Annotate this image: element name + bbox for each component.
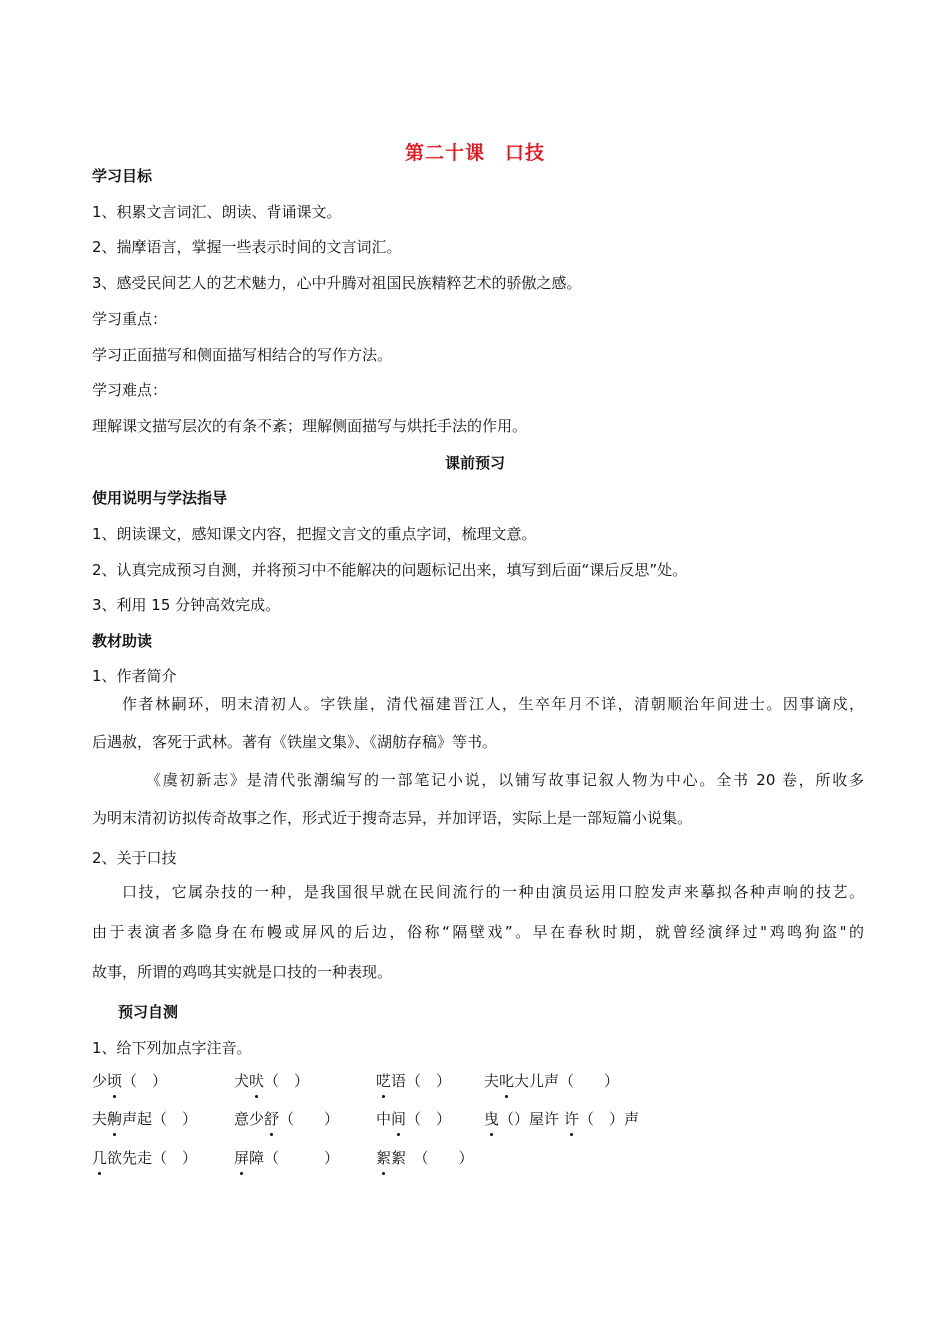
pinyin-item: 意少舒（ ） xyxy=(234,1110,340,1128)
goals-heading: 学习目标 xyxy=(92,167,153,185)
goal-item-3: 3、感受民间艺人的艺术魅力，心中升腾对祖国民族精粹艺术的骄傲之感。 xyxy=(92,274,582,292)
pinyin-item: 许（ ）声 xyxy=(564,1110,640,1128)
kouji-line-3: 故事，所谓的鸡鸣其实就是口技的一种表现。 xyxy=(92,963,393,981)
kouji-paragraph xyxy=(92,882,864,982)
pinyin-item: 絮絮 （ ） xyxy=(376,1149,474,1167)
pinyin-item: 屏障（ ） xyxy=(234,1149,340,1167)
key-point-label: 学习重点： xyxy=(92,310,168,328)
goal-item-1: 1、积累文言词汇、朗读、背诵课文。 xyxy=(92,203,342,221)
pinyin-item: 犬吠（ ） xyxy=(234,1072,310,1090)
pinyin-row-3 xyxy=(92,1148,474,1248)
author-line-2: 后遇赦，客死于武林。著有《铁崖文集》、《湖舫存稿》等书。 xyxy=(92,733,498,751)
kouji-heading: 2、关于口技 xyxy=(92,849,177,867)
kouji-line-2: 由于表演者多隐身在布幔或屏风的后边，俗称“隔壁戏”。早在春秋时期，就曾经演绎过"鸡鸣狗盗"的 xyxy=(92,923,864,941)
usage-item-3: 3、利用 15 分钟高效完成。 xyxy=(92,596,281,614)
pinyin-item: 夫齁声起（ ） xyxy=(92,1110,198,1128)
difficulty-label: 学习难点： xyxy=(92,381,168,399)
key-point-text: 学习正面描写和侧面描写相结合的写作方法。 xyxy=(92,346,393,364)
preview-heading: 课前预习 xyxy=(444,454,505,472)
pinyin-item: 曳（）屋许 xyxy=(484,1110,560,1128)
pinyin-item: 中间（ ） xyxy=(376,1110,452,1128)
usage-item-2: 2、认真完成预习自测，并将预习中不能解决的问题标记出来，填写到后面“课后反思”处。 xyxy=(92,561,688,579)
pinyin-item: 少顷（ ） xyxy=(92,1072,168,1090)
self-test-question-1: 1、给下列加点字注音。 xyxy=(92,1039,252,1057)
author-paragraph xyxy=(92,694,864,752)
book-line-1: 《虞初新志》是清代张潮编写的一部笔记小说，以铺写故事记叙人物为中心。全书 20 卷，所收多 xyxy=(146,771,864,789)
kouji-line-1: 口技，它属杂技的一种，是我国很早就在民间流行的一种由演员运用口腔发声来摹拟各种声响的技艺。 xyxy=(122,883,864,901)
materials-heading: 教材助读 xyxy=(92,632,153,650)
author-line-1: 作者林嗣环，明末清初人。字铁崖，清代福建晋江人，生卒年月不详，清朝顺治年间进士。因事谪戍， xyxy=(122,695,864,713)
pinyin-item: 几欲先走（ ） xyxy=(92,1149,198,1167)
author-heading: 1、作者简介 xyxy=(92,667,177,685)
self-test-heading: 预习自测 xyxy=(118,1003,179,1021)
usage-heading: 使用说明与学法指导 xyxy=(92,489,228,507)
goal-item-2: 2、揣摩语言，掌握一些表示时间的文言词汇。 xyxy=(92,238,402,256)
book-paragraph xyxy=(92,770,864,828)
pinyin-item: 呓语（ ） xyxy=(376,1072,452,1090)
pinyin-item: 夫叱大儿声（ ） xyxy=(484,1072,620,1090)
difficulty-text: 理解课文描写层次的有条不紊；理解侧面描写与烘托手法的作用。 xyxy=(92,417,528,435)
page-title: 第二十课 口技 xyxy=(404,142,545,164)
book-line-2: 为明末清初访拟传奇故事之作，形式近于搜奇志异，并加评语，实际上是一部短篇小说集。 xyxy=(92,809,693,827)
usage-item-1: 1、朗读课文，感知课文内容，把握文言文的重点字词，梳理文意。 xyxy=(92,525,537,543)
